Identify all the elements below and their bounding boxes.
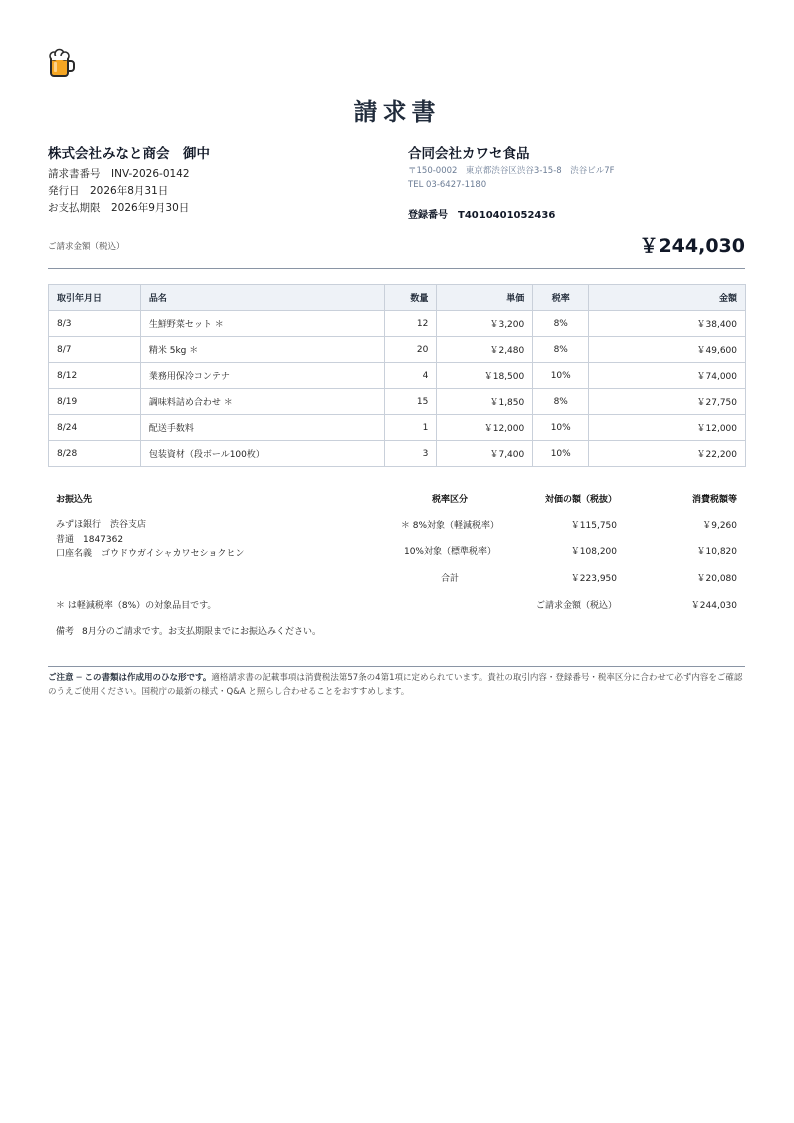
taxable-base-8: ￥115,750 — [570, 521, 617, 531]
meta-label: お支払期限 — [48, 202, 101, 214]
meta-due-date — [48, 200, 190, 217]
cell-rate: 8% — [533, 389, 589, 415]
tax-amount-header: 消費税額等 — [691, 495, 737, 505]
cell-qty: 20 — [385, 337, 437, 363]
bank-holder: 口座名義 ゴウドウガイシャカワセショクヒン — [56, 549, 245, 559]
registration-number — [408, 206, 555, 221]
client-name: 株式会社みなと商会 御中 — [48, 146, 210, 162]
taxable-base-total: ￥223,950 — [570, 574, 617, 584]
meta-issue-date — [48, 183, 190, 200]
items-table — [48, 284, 746, 467]
cell-unit: ￥18,500 — [437, 363, 533, 389]
cell-date: 8/12 — [49, 363, 141, 389]
remark-label: 備考 — [56, 627, 75, 637]
cell-rate: 10% — [533, 441, 589, 467]
table-row — [49, 337, 746, 363]
cell-rate: 10% — [533, 415, 589, 441]
registration-label: 登録番号 — [408, 210, 448, 221]
disclaimer — [48, 671, 745, 699]
col-date-header: 取引年月日 — [49, 285, 141, 311]
bank-name: みずほ銀行 渋谷支店 — [56, 520, 147, 530]
cell-unit: ￥1,850 — [437, 389, 533, 415]
cell-rate: 8% — [533, 311, 589, 337]
cell-amount: ￥74,000 — [589, 363, 746, 389]
table-header-row — [49, 285, 746, 311]
cell-unit: ￥7,400 — [437, 441, 533, 467]
meta-value: INV-2026-0142 — [111, 168, 190, 180]
document-title: 請求書 — [353, 98, 441, 126]
grand-total-label: ご請求金額（税込） — [535, 601, 617, 611]
col-unit-header: 単価 — [437, 285, 533, 311]
cell-name: 配送手数料 — [140, 415, 385, 441]
bank-account: 普通 1847362 — [56, 534, 124, 545]
cell-rate: 8% — [533, 337, 589, 363]
table-row — [49, 311, 746, 337]
cell-amount: ￥12,000 — [589, 415, 746, 441]
meta-label: 請求書番号 — [48, 168, 101, 180]
divider — [48, 268, 745, 269]
cell-date: 8/19 — [49, 389, 141, 415]
cell-qty: 3 — [385, 441, 437, 467]
tax-amount-10: ￥10,820 — [696, 547, 737, 557]
cell-unit: ￥12,000 — [437, 415, 533, 441]
meta-value: 2026年9月30日 — [111, 202, 190, 214]
total-amount: ￥244,030 — [639, 235, 745, 257]
issuer-name: 合同会社カワセ食品 — [408, 146, 530, 162]
col-name-header: 品名 — [140, 285, 385, 311]
cell-rate: 10% — [533, 363, 589, 389]
cell-name: 生鮮野菜セット ＊ — [140, 311, 385, 337]
tax-category-total: 合計 — [440, 574, 459, 584]
cell-qty: 15 — [385, 389, 437, 415]
cell-name: 業務用保冷コンテナ — [140, 363, 385, 389]
cell-date: 8/28 — [49, 441, 141, 467]
remarks — [56, 624, 321, 637]
tax-amount-total: ￥20,080 — [696, 574, 737, 584]
registration-value: T4010401052436 — [458, 210, 556, 221]
meta-invoice-number — [48, 166, 190, 183]
cell-name: 包装資材（段ボール100枚） — [140, 441, 385, 467]
table-row — [49, 363, 746, 389]
table-row — [49, 441, 746, 467]
cell-amount: ￥22,200 — [589, 441, 746, 467]
issuer-address-block — [408, 164, 615, 192]
cell-unit: ￥2,480 — [437, 337, 533, 363]
remark-text: 8月分のご請求です。お支払期限までにお振込みください。 — [82, 627, 322, 637]
disclaimer-text: 適格請求書の記載事項は消費税法第57条の4第1項に定められています。貴社の取引内容・登録番号・税率区分に合わせて必ず内容をご確認のうえご使用ください。国税庁の最新の様式・Q&A と照らし合わせることをおすすめします。 — [48, 673, 743, 697]
bank-heading: お振込先 — [56, 495, 93, 505]
col-qty-header: 数量 — [385, 285, 437, 311]
taxable-base-10: ￥108,200 — [570, 547, 617, 557]
cell-amount: ￥27,750 — [589, 389, 746, 415]
reduced-rate-note: ＊ は軽減税率（8%）の対象品目です。 — [56, 601, 217, 611]
beer-mug-icon — [48, 48, 76, 78]
cell-date: 8/7 — [49, 337, 141, 363]
table-row — [49, 389, 746, 415]
cell-name: 調味料詰め合わせ ＊ — [140, 389, 385, 415]
cell-amount: ￥49,600 — [589, 337, 746, 363]
col-rate-header: 税率 — [533, 285, 589, 311]
cell-date: 8/3 — [49, 311, 141, 337]
taxable-base-header: 対価の額（税抜） — [544, 495, 617, 505]
tax-category-header: 税率区分 — [431, 495, 468, 505]
bank-details — [56, 518, 244, 562]
table-row — [49, 415, 746, 441]
meta-value: 2026年8月31日 — [90, 185, 169, 197]
tax-amount-8: ￥9,260 — [702, 521, 737, 531]
divider — [48, 666, 745, 667]
cell-qty: 4 — [385, 363, 437, 389]
cell-qty: 1 — [385, 415, 437, 441]
col-amount-header: 金額 — [589, 285, 746, 311]
cell-date: 8/24 — [49, 415, 141, 441]
cell-name: 精米 5kg ＊ — [140, 337, 385, 363]
cell-qty: 12 — [385, 311, 437, 337]
issuer-tel: TEL 03-6427-1180 — [408, 180, 487, 190]
issuer-address: 〒150-0002 東京都渋谷区渋谷3-15-8 渋谷ビル7F — [408, 166, 615, 176]
cell-amount: ￥38,400 — [589, 311, 746, 337]
invoice-meta — [48, 166, 190, 217]
total-label: ご請求金額（税込） — [48, 242, 125, 252]
disclaimer-lead: ご注意 ─ この書類は作成用のひな形です。 — [48, 673, 212, 683]
meta-label: 発行日 — [48, 185, 80, 197]
grand-total-value: ￥244,030 — [690, 601, 737, 611]
tax-category-10: 10%対象（標準税率） — [403, 547, 496, 557]
tax-category-8: ＊ 8%対象（軽減税率） — [400, 521, 500, 531]
cell-unit: ￥3,200 — [437, 311, 533, 337]
